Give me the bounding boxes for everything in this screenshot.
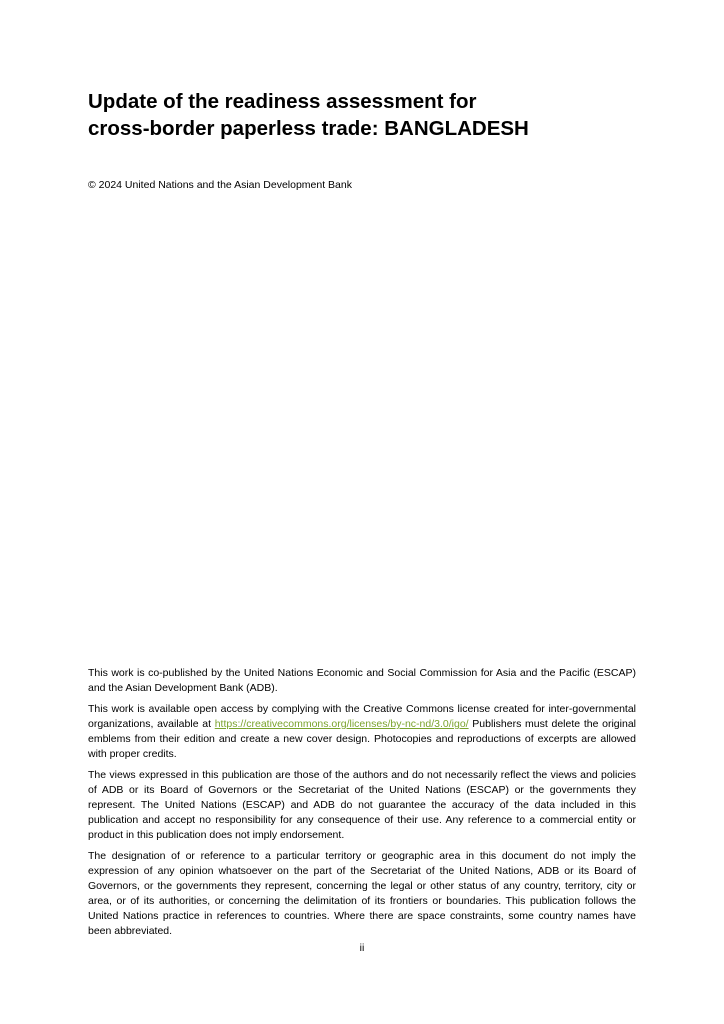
license-link[interactable]: https://creativecommons.org/licenses/by-nc-nd/3.0/igo/	[214, 718, 469, 730]
designation-disclaimer-paragraph: The designation of or reference to a particular territory or geographic area in this document do not imply the expression of any opinion whatsoever on the part of the Secretariat of the United Nations, ADB or its Board of Governors, or the governments they represent, concerning the legal or other status of any country, territory, city or area, or of its authorities, or concerning the delimitation of its frontiers or boundaries. This publication follows the United Nations practice in references to countries. Where there are space constraints, some country names have been abbreviated.	[88, 850, 636, 937]
views-disclaimer-paragraph: The views expressed in this publication are those of the authors and do not necessarily reflect the views and policies of ADB or its Board of Governors or the Secretariat of the United Nations (ESCAP) or the governments they represent. The United Nations (ESCAP) and ADB do not guarantee the accuracy of the data included in this publication and accept no responsibility for any consequence of their use. Any reference to a commercial entity or product in this publication does not imply endorsement.	[88, 769, 636, 841]
copublished-paragraph: This work is co-published by the United Nations Economic and Social Commission for Asia and the Pacific (ESCAP) and the Asian Development Bank (ADB).	[88, 667, 636, 694]
license-text-after: Publishers must delete the original emblems from their edition and create a new cover design. Photocopies and reproductions of excerpts are allowed with proper credits.	[88, 718, 636, 760]
legal-notices	[88, 666, 636, 945]
license-text-before: This work is available open access by complying with the Creative Commons license created for inter-governmental organizations, available at	[88, 703, 636, 730]
license-paragraph	[88, 702, 636, 762]
page-title	[88, 88, 648, 142]
page-number: ii	[359, 942, 365, 954]
title-line-1: Update of the readiness assessment for	[88, 90, 477, 113]
title-line-2: cross-border paperless trade: BANGLADESH	[88, 117, 529, 140]
copyright-notice: © 2024 United Nations and the Asian Development Bank	[88, 179, 352, 191]
